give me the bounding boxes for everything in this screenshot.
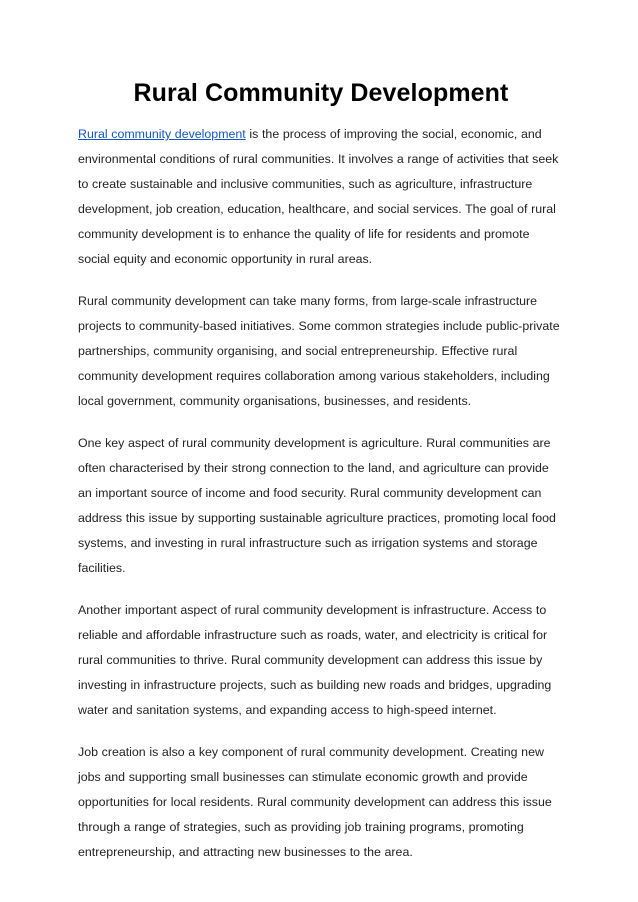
- paragraph-job-creation: Job creation is also a key component of rural community development. Creating new jobs and supporting small businesses can stimulate economic growth and provide opportunities for local residents. Rural community development can address this issue through a range of strategies, such as providing job training programs, promoting entrepreneurship, and attracting new businesses to the area.: [78, 745, 552, 859]
- paragraph-infrastructure: Another important aspect of rural community development is infrastructure. Access to reliable and affordable infrastructure such as roads, water, and electricity is critical for rural communities to thrive. Rural community development can address this issue by investing in infrastructure projects, such as building new roads and bridges, upgrading water and sanitation systems, and expanding access to high-speed internet.: [78, 603, 552, 717]
- paragraph-intro-text: is the process of improving the social, economic, and environmental conditions of rural communities. It involves a range of activities that seek to create sustainable and inclusive communities, such as agriculture, infrastructure development, job creation, education, healthcare, and social services. The goal of rural community development is to enhance the quality of life for residents and promote social equity and economic opportunity in rural areas.: [78, 127, 559, 266]
- paragraph-intro: [78, 122, 564, 272]
- paragraph-agriculture: One key aspect of rural community development is agriculture. Rural communities are often characterised by their strong connection to the land, and agriculture can provide an important source of income and food security. Rural community development can address this issue by supporting sustainable agriculture practices, promoting local food systems, and investing in rural infrastructure such as irrigation systems and storage facilities.: [78, 436, 556, 575]
- rural-community-development-link[interactable]: Rural community development: [78, 127, 246, 141]
- page-title: Rural Community Development: [133, 79, 509, 107]
- paragraph-forms: Rural community development can take many forms, from large-scale infrastructure projects to community-based initiatives. Some common strategies include public-private partnerships, community organising, and social entrepreneurship. Effective rural community development requires collaboration among various stakeholders, including local government, community organisations, businesses, and residents.: [78, 294, 560, 408]
